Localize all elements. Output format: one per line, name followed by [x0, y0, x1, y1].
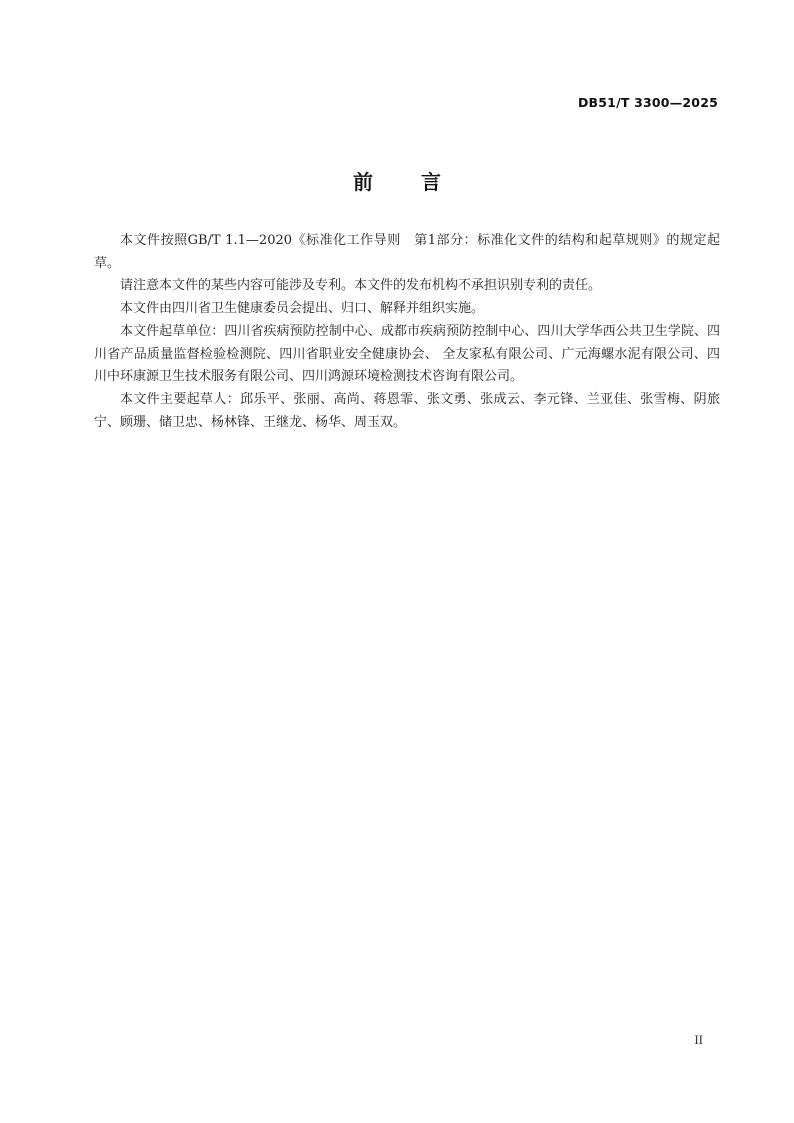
foreword-body [94, 230, 720, 434]
paragraph-patent-notice: 请注意本文件的某些内容可能涉及专利。本文件的发布机构不承担识别专利的责任。 [120, 278, 602, 294]
title-char-2: 言 [421, 170, 441, 194]
paragraph-proposer: 本文件由四川省卫生健康委员会提出、归口、解释并组织实施。 [120, 301, 485, 317]
paragraph-drafters: 本文件主要起草人：邱乐平、张丽、高尚、蒋恩霏、张文勇、张成云、李元锋、兰亚佳、张雪梅、阴旅宁、顾珊、储卫忠、杨林锋、王继龙、杨华、周玉双。 [94, 391, 720, 430]
paragraph-drafting-units: 本文件起草单位：四川省疾病预防控制中心、成都市疾病预防控制中心、四川大学华西公共卫生学院、四川省产品质量监督检验检测院、四川省职业安全健康协会、 全友家私有限公司、广元海螺水泥有限公司、四川中环康源卫生技术服务有限公司、四川鸿源环境检测技术咨询有限公司。 [94, 323, 720, 385]
page-number: II [694, 1032, 703, 1047]
title-char-1: 前 [353, 170, 373, 194]
page-title [0, 166, 794, 195]
document-code: DB51/T 3300—2025 [577, 95, 718, 110]
paragraph-drafting-basis: 本文件按照GB/T 1.1—2020《标准化工作导则 第1部分：标准化文件的结构和起草规则》的规定起草。 [94, 233, 720, 271]
